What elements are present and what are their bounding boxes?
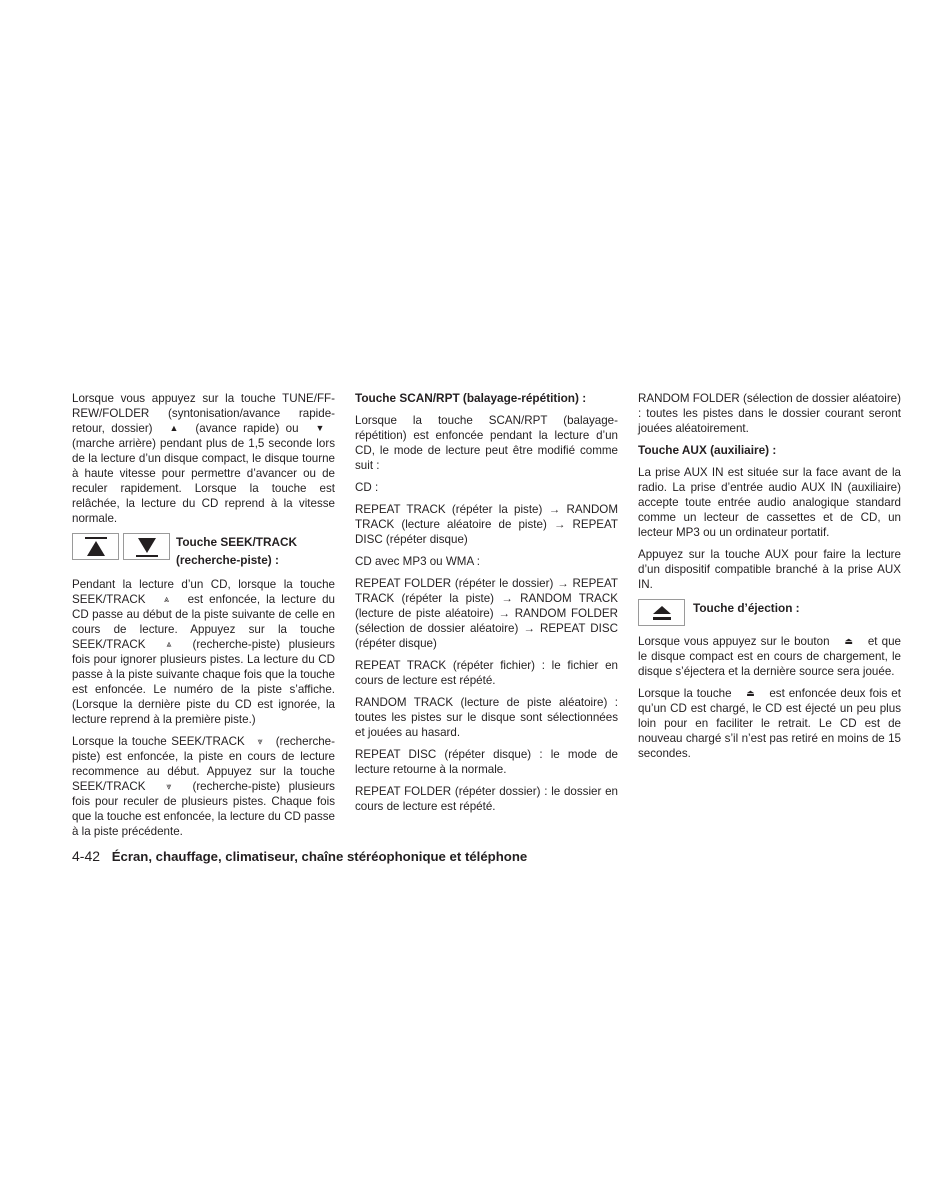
text: Lorsque la touche SEEK/TRACK [72, 735, 245, 748]
text: retour, dossier) [72, 422, 153, 435]
text: (recherche-piste) plusieurs fois pour ignorer plusieurs pistes. La lecture du CD passe à la piste suivante chaque fois que la touche est enfoncée. Le numéro de la piste s’affiche. (Lorsque la dernière piste du CD est ignorée, la lecture reprend à la première piste.) [72, 638, 335, 726]
paragraph: REPEAT FOLDER (répéter dossier) : le dossier en cours de lecture est répété. [355, 785, 618, 813]
text: (avance rapide) ou [195, 422, 299, 435]
column-2 [355, 391, 618, 821]
text: Lorsque vous appuyez sur la touche TUNE/FF-REW/FOLDER (syntonisation/avance rapide- [72, 392, 335, 420]
paragraph: REPEAT TRACK (répéter fichier) : le fichier en cours de lecture est répété. [355, 659, 618, 687]
paragraph: La prise AUX IN est située sur la face avant de la radio. La prise d’entrée audio AUX IN (auxiliaire) accepte toute entrée audio analogique standard comme un lecteur de cassettes et de CD, un lecteur MP3 ou un ordinateur portatif. [638, 466, 901, 539]
eject-title: Touche d’éjection : [693, 601, 800, 615]
seek-title-line-1: Touche SEEK/TRACK [176, 535, 298, 549]
paragraph: RANDOM FOLDER (sélection de dossier aléatoire) : toutes les pistes dans le dossier courant seront jouées aléatoirement. [638, 392, 901, 435]
fast-forward-up-icon: ▲ [169, 423, 179, 433]
scan-rpt-heading: Touche SCAN/RPT (balayage-répétition) : [355, 391, 587, 405]
text: est enfoncée, la lecture du CD passe au début de la piste suivante de celle en cours de lecture. Appuyez sur la touche SEEK/TRACK [72, 593, 335, 651]
rewind-down-icon: ▼ [315, 423, 325, 433]
seek-track-title [176, 533, 297, 569]
text: est enfoncée deux fois et qu’un CD est chargé, le CD est éjecté un peu plus loin pour en faciliter le retrait. Le CD est de nouveau chargé s’il n’est pas retiré en moins de 15 secondes. [638, 687, 901, 760]
paragraph: CD avec MP3 ou WMA : [355, 555, 480, 568]
paragraph: RANDOM TRACK (lecture de piste aléatoire) : toutes les pistes sur le disque sont sélectionnées et jouées au hasard. [355, 696, 618, 739]
page-number: 4-42 [72, 848, 101, 864]
seek-down-icon [136, 537, 158, 557]
eject-small-icon: ⏏ [746, 688, 755, 698]
text: Lorsque la touche [638, 687, 732, 700]
page-footer [72, 847, 527, 866]
seek-up-small-icon: ⩓ [163, 594, 170, 604]
text: (recherche-piste) est enfoncée, la piste en cours de lecture recommence au début. Appuyez sur la touche SEEK/TRACK [72, 735, 335, 793]
seek-up-button-illustration [72, 533, 119, 560]
seek-title-line-2: (recherche-piste) : [176, 553, 279, 567]
seek-up-paragraph [72, 577, 335, 727]
paragraph: Lorsque la touche SCAN/RPT (balayage-répétition) est enfoncée pendant la lecture d’un CD, le mode de lecture peut être modifié comme suit : [355, 414, 618, 472]
chapter-title: Écran, chauffage, climatiseur, chaîne stéréophonique et téléphone [111, 849, 528, 864]
seek-down-small-icon: ⩔ [257, 736, 263, 746]
tune-paragraph [72, 391, 335, 526]
seek-up-icon [85, 537, 107, 557]
paragraph: CD : [355, 481, 379, 494]
paragraph: REPEAT FOLDER (répéter le dossier) → REPEAT TRACK (répéter la piste) → RANDOM TRACK (lecture de piste aléatoire) → RANDOM FOLDER (sélection de dossier aléatoire) → REPEAT DISC (répéter disque) [355, 577, 618, 650]
seek-track-heading [72, 533, 335, 569]
seek-down-paragraph [72, 734, 335, 839]
eject-heading [638, 599, 901, 626]
eject-paragraph-2 [638, 686, 901, 761]
seek-down-button-illustration [123, 533, 170, 560]
text: (recherche-piste) plusieurs fois pour reculer de plusieurs pistes. Chaque fois que la touche est enfoncée, la lecture du CD passe à la piste précédente. [72, 780, 335, 838]
seek-up-small-icon: ⩓ [166, 639, 172, 649]
paragraph: REPEAT DISC (répéter disque) : le mode de lecture retourne à la normale. [355, 748, 618, 776]
text: Lorsque vous appuyez sur le bouton [638, 635, 830, 648]
column-3 [638, 391, 901, 768]
seek-down-small-icon: ⩔ [166, 781, 172, 791]
aux-heading: Touche AUX (auxiliaire) : [638, 443, 777, 457]
eject-paragraph-1 [638, 634, 901, 679]
eject-icon [652, 606, 672, 620]
text: et que le disque compact est en cours de chargement, le disque s’éjectera et la dernière source sera jouée. [638, 635, 901, 678]
column-1 [72, 391, 335, 846]
text: (marche arrière) pendant plus de 1,5 seconde lors de la lecture d’un disque compact, le disque tourne à haute vitesse pour permettre d’avancer ou de reculer rapidement. Lorsque la touche est relâchée, la lecture du CD reprend à la vitesse normale. [72, 437, 335, 525]
paragraph: REPEAT TRACK (répéter la piste) → RANDOM TRACK (lecture aléatoire de piste) → REPEAT DISC (répéter disque) [355, 503, 618, 546]
eject-button-illustration [638, 599, 685, 626]
eject-small-icon: ⏏ [844, 636, 853, 646]
text: Pendant la lecture d’un CD, lorsque la touche SEEK/TRACK [72, 578, 335, 606]
paragraph: Appuyez sur la touche AUX pour faire la lecture d’un dispositif compatible branché à la prise AUX IN. [638, 548, 901, 591]
